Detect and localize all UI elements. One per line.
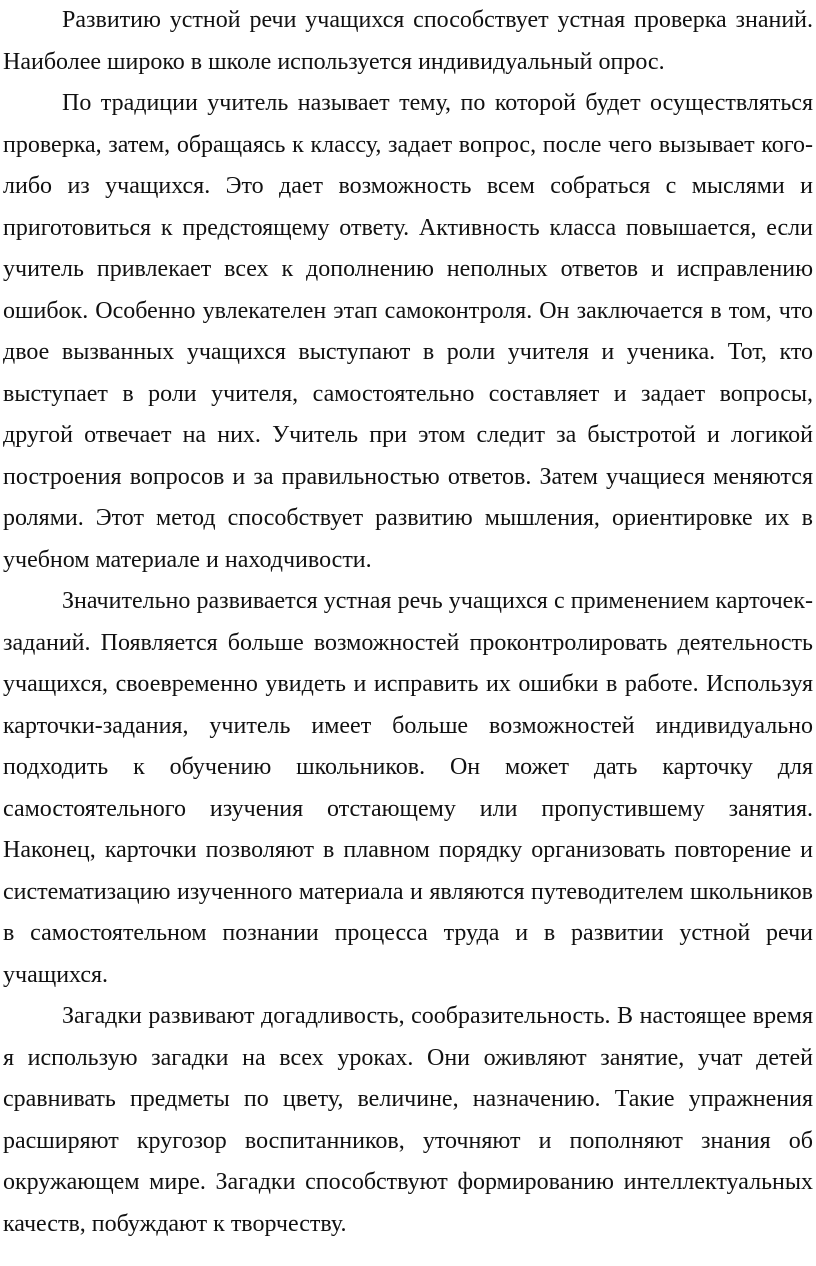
paragraph-tradition: По традиции учитель называет тему, по которой будет осуществляться проверка, затем, обращаясь к классу, задает вопрос, после чего вызывает кого-либо из учащихся. Это дает возможность всем собраться с мыслями и приготовиться к предстоящему ответу. Активность класса повышается, если учитель привлекает всех к дополнению неполных ответов и исправлению ошибок. Особенно увлекателен этап самоконтроля. Он заключается в том, что двое вызванных учащихся выступают в роли учителя и ученика. Тот, кто выступает в роли учителя, самостоятельно составляет и задает вопросы, другой отвечает на них. Учитель при этом следит за быстротой и логикой построения вопросов и за правильностью ответов. Затем учащиеся меняются ролями. Этот метод способствует развитию мышления, ориентировке их в учебном материале и находчивости. xyxy=(3,90,813,573)
paragraph-riddles: Загадки развивают догадливость, сообразительность. В настоящее время я использую загадки на всех уроках. Они оживляют занятие, учат детей сравнивать предметы по цвету, величине, назначению. Такие упражнения расширяют кругозор воспитанников, уточняют и пополняют знания об окружающем мире. Загадки способствуют формированию интеллектуальных качеств, побуждают к творчеству. xyxy=(3,1003,813,1237)
paragraph-task-cards: Значительно развивается устная речь учащихся с применением карточек-заданий. Появляется больше возможностей проконтролировать деятельность учащихся, своевременно увидеть и исправить их ошибки в работе. Используя карточки-задания, учитель имеет больше возможностей индивидуально подходить к обучению школьников. Он может дать карточку для самостоятельного изучения отстающему или пропустившему занятия. Наконец, карточки позволяют в плавном порядку организовать повторение и систематизацию изученного материала и являются путеводителем школьников в самостоятельном познании процесса труда и в развитии устной речи учащихся. xyxy=(3,588,813,988)
paragraph-oral-check: Развитию устной речи учащихся способствует устная проверка знаний. Наиболее широко в школе используется индивидуальный опрос. xyxy=(3,7,813,75)
document-page xyxy=(3,0,813,1245)
